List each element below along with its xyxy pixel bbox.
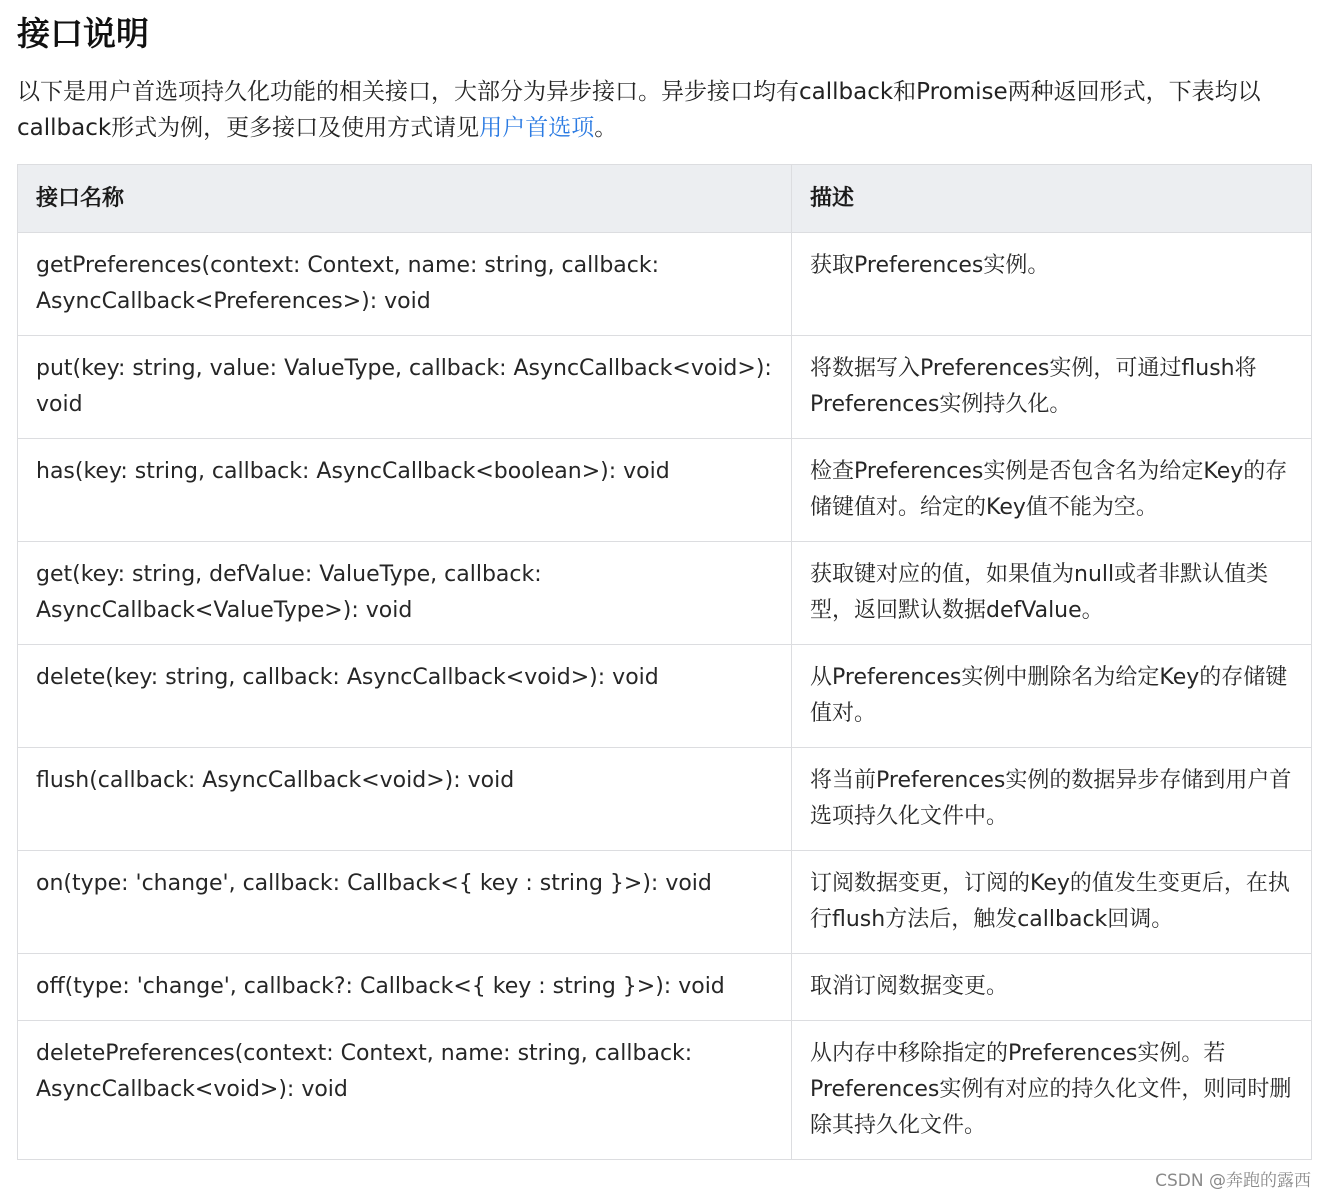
table-header-row [18,165,1312,233]
api-table [17,164,1312,1160]
intro-paragraph [17,74,1317,146]
api-name-cell: put(key: string, value: ValueType, callback: AsyncCallback<void>): void [18,336,792,439]
column-header-api-name: 接口名称 [18,165,792,233]
description-cell: 将数据写入Preferences实例，可通过flush将Preferences实例持久化。 [792,336,1312,439]
column-header-description: 描述 [792,165,1312,233]
intro-text: 以下是用户首选项持久化功能的相关接口，大部分为异步接口。异步接口均有callback和Promise两种返回形式，下表均以callback形式为例，更多接口及使用方式请见 [17,79,1261,141]
user-preferences-link[interactable]: 用户首选项 [479,115,595,141]
api-name-cell: delete(key: string, callback: AsyncCallback<void>): void [18,645,792,748]
description-cell: 订阅数据变更，订阅的Key的值发生变更后，在执行flush方法后，触发callback回调。 [792,851,1312,954]
api-name-cell: has(key: string, callback: AsyncCallback<boolean>): void [18,439,792,542]
table-row [18,851,1312,954]
watermark: CSDN @奔跑的露西 [1155,1171,1311,1191]
table-row [18,542,1312,645]
table-row [18,748,1312,851]
description-cell: 检查Preferences实例是否包含名为给定Key的存储键值对。给定的Key值不能为空。 [792,439,1312,542]
table-row [18,954,1312,1021]
description-cell: 从内存中移除指定的Preferences实例。若Preferences实例有对应的持久化文件，则同时删除其持久化文件。 [792,1021,1312,1160]
table-row [18,233,1312,336]
description-cell: 将当前Preferences实例的数据异步存储到用户首选项持久化文件中。 [792,748,1312,851]
api-name-cell: getPreferences(context: Context, name: string, callback: AsyncCallback<Preferences>): void [18,233,792,336]
page-title: 接口说明 [17,14,149,53]
intro-text-end: 。 [594,115,618,141]
table-row [18,645,1312,748]
api-name-cell: flush(callback: AsyncCallback<void>): void [18,748,792,851]
description-cell: 获取Preferences实例。 [792,233,1312,336]
table-row [18,336,1312,439]
api-name-cell: get(key: string, defValue: ValueType, callback: AsyncCallback<ValueType>): void [18,542,792,645]
api-name-cell: on(type: 'change', callback: Callback<{ key : string }>): void [18,851,792,954]
api-name-cell: off(type: 'change', callback?: Callback<{ key : string }>): void [18,954,792,1021]
table-row [18,1021,1312,1160]
description-cell: 获取键对应的值，如果值为null或者非默认值类型，返回默认数据defValue。 [792,542,1312,645]
description-cell: 从Preferences实例中删除名为给定Key的存储键值对。 [792,645,1312,748]
table-row [18,439,1312,542]
description-cell: 取消订阅数据变更。 [792,954,1312,1021]
api-name-cell: deletePreferences(context: Context, name: string, callback: AsyncCallback<void>): void [18,1021,792,1160]
